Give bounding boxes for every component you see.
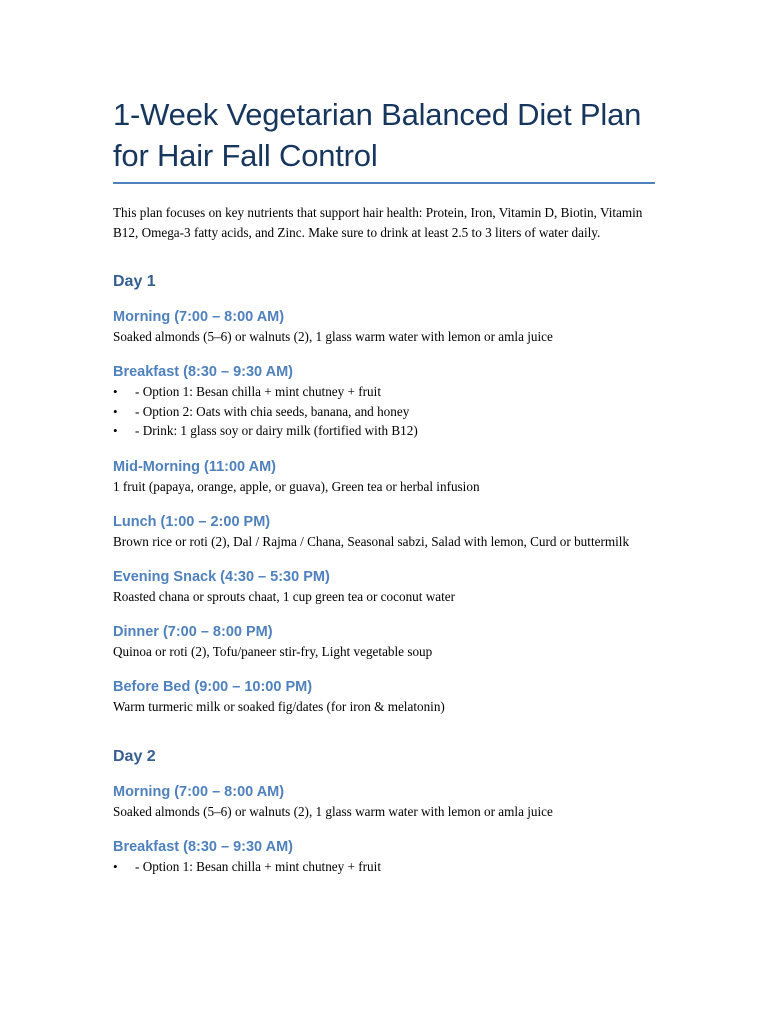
meal-list: [113, 382, 655, 441]
list-item-text: - Option 1: Besan chilla + mint chutney + fruit: [135, 858, 381, 874]
document-title: 1-Week Vegetarian Balanced Diet Plan for Hair Fall Control: [113, 94, 655, 184]
meal-heading: Morning (7:00 – 8:00 AM): [113, 309, 285, 325]
list-item-text: - Drink: 1 glass soy or dairy milk (fortified with B12): [135, 423, 418, 438]
list-item: [113, 421, 655, 441]
meal-text: Brown rice or roti (2), Dal / Rajma / Chana, Seasonal sabzi, Salad with lemon, Curd or buttermilk: [113, 533, 630, 549]
list-item-text: - Option 1: Besan chilla + mint chutney + fruit: [135, 384, 381, 399]
day-heading: Day 1: [113, 273, 156, 290]
meal-text: Quinoa or roti (2), Tofu/paneer stir-fry, Light vegetable soup: [113, 643, 433, 659]
meal-heading: Before Bed (9:00 – 10:00 PM): [113, 678, 313, 695]
meal-heading: Lunch (1:00 – 2:00 PM): [113, 513, 271, 530]
meal-text: Roasted chana or sprouts chaat, 1 cup green tea or coconut water: [113, 588, 456, 604]
bullet-icon: •: [113, 858, 118, 874]
day-heading: Day 2: [113, 747, 156, 765]
list-item: [113, 382, 655, 402]
day-section: [113, 273, 655, 716]
meal-heading: Evening Snack (4:30 – 5:30 PM): [113, 568, 330, 585]
list-item-text: - Option 2: Oats with chia seeds, banana, and honey: [135, 403, 410, 419]
bullet-icon: •: [113, 423, 118, 438]
meal-heading: Mid-Morning (11:00 AM): [113, 458, 276, 475]
meal-heading: Breakfast (8:30 – 9:30 AM): [113, 838, 293, 855]
document-page: [113, 94, 655, 876]
day-section: [113, 748, 655, 877]
bullet-icon: •: [113, 384, 118, 399]
meal-text: Warm turmeric milk or soaked fig/dates (for iron & melatonin): [113, 698, 445, 714]
bullet-icon: •: [113, 403, 118, 419]
meal-text: Soaked almonds (5–6) or walnuts (2), 1 glass warm water with lemon or amla juice: [113, 329, 553, 344]
meal-text: 1 fruit (papaya, orange, apple, or guava), Green tea or herbal infusion: [113, 478, 480, 494]
intro-paragraph: This plan focuses on key nutrients that support hair health: Protein, Iron, Vitamin D, Biotin, Vitamin B12, Omega-3 fatty acids, and Zinc. Make sure to drink at least 2.5 to 3 liters of water daily.: [113, 205, 643, 240]
meal-heading: Breakfast (8:30 – 9:30 AM): [113, 364, 293, 380]
list-item: [113, 857, 655, 877]
meal-heading: Dinner (7:00 – 8:00 PM): [113, 623, 273, 640]
meal-list: [113, 857, 655, 877]
list-item: [113, 402, 655, 422]
meal-heading: Morning (7:00 – 8:00 AM): [113, 783, 285, 800]
meal-text: Soaked almonds (5–6) or walnuts (2), 1 glass warm water with lemon or amla juice: [113, 803, 553, 819]
